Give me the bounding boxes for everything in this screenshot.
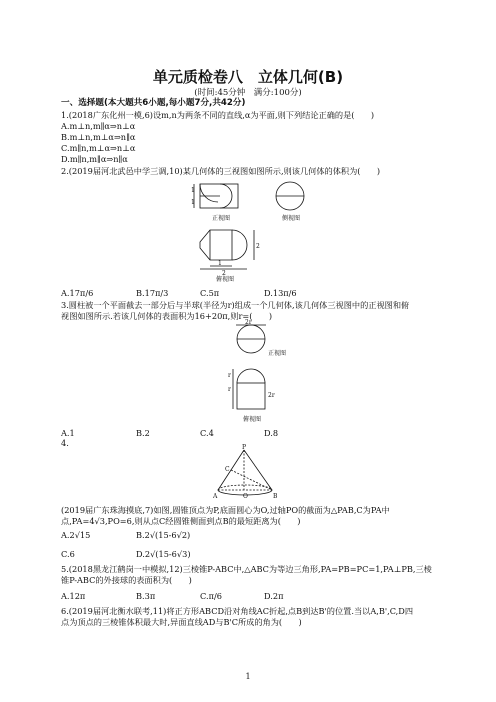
- q2-option-d: D.13π/6: [264, 288, 297, 298]
- q4-label-c: C: [225, 466, 230, 473]
- q2-dim-2b: 2: [222, 270, 226, 277]
- q3-view-figure: [228, 321, 288, 425]
- q3-dim-r2: r: [228, 386, 231, 393]
- page-subtitle: (时间:45分钟 满分:100分): [194, 88, 302, 98]
- page-number: 1: [245, 672, 251, 681]
- q3-stem-line2: 视图如图所示.若该几何体的表面积为16+20π,则r=( ): [61, 311, 273, 321]
- q4-option-a: A.2√15: [61, 530, 91, 540]
- q2-dim-1a: 1: [191, 187, 195, 194]
- q4-option-b: B.2√(15-6√2): [136, 530, 191, 540]
- q5-stem-line1: 5.(2018黑龙江鹤岗一中模拟,12)三棱锥P-ABC中,△ABC为等边三角形,PA=PB=PC=1,PA⊥PB,三棱: [61, 564, 432, 574]
- q2-front-caption: 正视图: [212, 215, 231, 222]
- q2-dim-2: 2: [256, 243, 260, 250]
- q3-option-b: B.2: [136, 428, 150, 438]
- q3-option-c: C.4: [200, 428, 214, 438]
- q1-option-a: A.m⊥n,m∥α⇒n⊥α: [61, 121, 136, 131]
- q4-label-b: B: [273, 493, 278, 500]
- q2-three-view-figure: [190, 176, 330, 281]
- q3-dim-r1: r: [228, 372, 231, 379]
- q3-option-a: A.1: [61, 428, 75, 438]
- q2-dim-1c: 1: [218, 260, 222, 267]
- q4-option-d: D.2√(15-6√3): [136, 549, 191, 559]
- q4-option-c: C.6: [61, 549, 75, 559]
- q2-side-view: [276, 182, 304, 210]
- q3-dim-2r-b: 2r: [268, 392, 275, 399]
- section-heading: 一、选择题(本大题共6小题,每小题7分,共42分): [61, 98, 246, 108]
- q3-front-caption: 正视图: [268, 350, 287, 357]
- q6-stem-line1: 6.(2019届河北衡水联考,11)将正方形ABCD沿对角线AC折起,点B到达B'的位置.当以A,B',C,D四: [61, 606, 414, 616]
- q4-label-p: P: [242, 444, 247, 451]
- q1-option-c: C.m∥n,m⊥α⇒n⊥α: [61, 143, 136, 153]
- page-title: 单元质检卷八 立体几何(B): [152, 68, 344, 86]
- q4-stem-line2: 点,PA=4√3,PO=6,则从点C经圆锥侧面到点B的最短距离为( ): [61, 516, 301, 526]
- q4-cone-figure: [212, 446, 282, 502]
- q2-stem: 2.(2019届河北武邑中学三调,10)某几何体的三视图如图所示,则该几何体的体积为( ): [61, 166, 381, 176]
- q6-stem-line2: 点为顶点的三棱锥体积最大时,异面直线AD与B'C所成的角为( ): [61, 617, 302, 627]
- q5-option-a: A.12π: [61, 591, 86, 601]
- q1-stem: 1.(2018广东化州一模,6)设m,n为两条不同的直线,α为平面,则下列结论正确的是( ): [61, 110, 375, 120]
- q3-top-caption: 俯视图: [243, 416, 262, 423]
- q3-front-view: [236, 325, 266, 353]
- q2-front-view: [194, 184, 238, 208]
- q2-dim-1b: 1: [191, 199, 195, 206]
- q3-stem-line1: 3.圆柱被一个平面截去一部分后与半球(半径为r)组成一个几何体,该几何体三视图中的正视图和俯: [61, 300, 410, 310]
- q3-option-d: D.8: [264, 428, 279, 438]
- q3-top-view: [233, 369, 265, 409]
- q2-option-a: A.17π/6: [61, 288, 94, 298]
- q1-option-b: B.m⊥n,m⊥α⇒n∥α: [61, 132, 136, 142]
- q2-option-c: C.5π: [200, 288, 220, 298]
- q4-label-a: A: [213, 493, 218, 500]
- q2-side-caption: 侧视图: [282, 215, 301, 222]
- q5-option-b: B.3π: [136, 591, 156, 601]
- q4-label-o: O: [243, 493, 248, 500]
- q2-top-caption: 俯视图: [216, 276, 235, 283]
- q5-option-d: D.2π: [264, 591, 284, 601]
- q1-option-d: D.m∥n,m∥α⇒n∥α: [61, 154, 128, 164]
- q4-number: 4.: [61, 438, 69, 448]
- q2-option-b: B.17π/3: [136, 288, 169, 298]
- q3-dim-2r: 2r: [245, 319, 252, 326]
- q5-option-c: C.π/6: [200, 591, 222, 601]
- q5-stem-line2: 锥P-ABC的外接球的表面积为( ): [61, 575, 192, 585]
- q4-stem-line1: (2019届广东珠海摸底,7)如图,圆锥顶点为P,底面圆心为O,过轴PO的截面为△PAB,C为PA中: [61, 505, 390, 515]
- q2-top-view: [200, 230, 254, 269]
